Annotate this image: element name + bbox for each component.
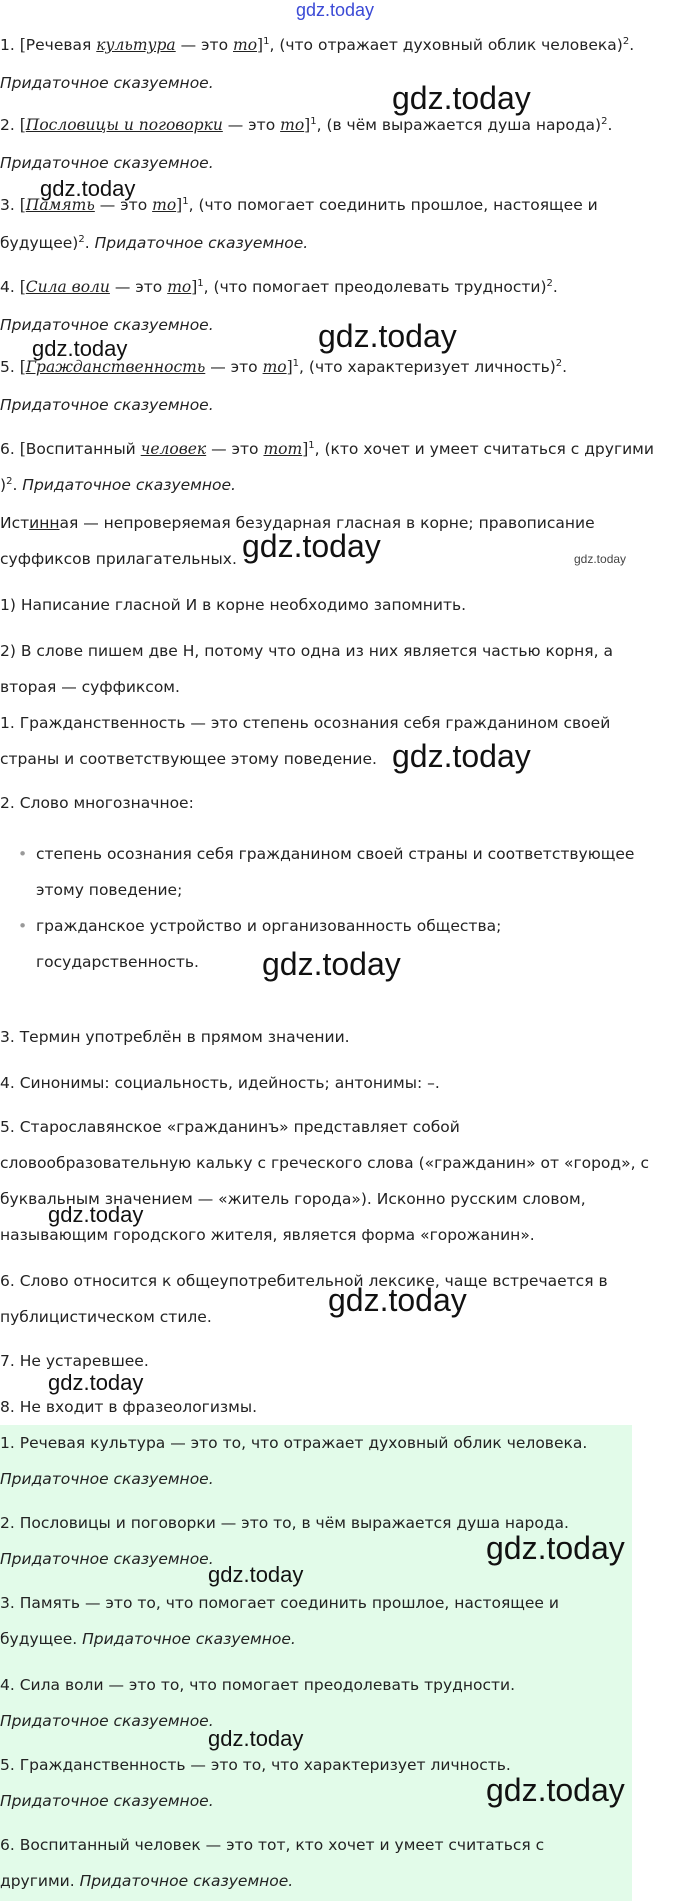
answer-6-cont: другими. Придаточное сказуемное. [0,1872,294,1890]
analysis-1-cont: страны и соответствующее этому поведение. [0,750,377,768]
answer-4: 4. Сила воли — это то, что помогает преодолевать трудности. [0,1676,516,1694]
answer-3: 3. Память — это то, что помогает соединить прошлое, настоящее и [0,1594,559,1612]
watermark: gdz.today [318,318,457,354]
analysis-5-cont: словообразовательную кальку с греческого слова («гражданин» от «город», с [0,1154,649,1172]
analysis-1: 1. Гражданственность — это степень осознания себя гражданином своей [0,714,611,732]
analysis-5-cont: называющим городского жителя, является форма «горожанин». [0,1226,535,1244]
subject: культура [96,36,176,55]
answer-2: 2. Пословицы и поговорки — это то, в чём выражается душа народа. [0,1514,569,1532]
watermark: gdz.today [48,1370,144,1395]
watermark: gdz.today [392,80,531,116]
answer-6: 6. Воспитанный человек — это тот, кто хочет и умеет считаться с [0,1836,545,1854]
analysis-8: 8. Не входит в фразеологизмы. [0,1398,257,1416]
answer-5: 5. Гражданственность — это то, что характеризует личность. [0,1756,511,1774]
watermark: gdz.today [40,176,136,201]
sentence-6-cont: )$^2$. Придаточное сказуемное. [0,476,236,495]
green-answer-box [0,1425,632,1901]
analysis-5-cont: буквальным значением — «житель города»). Исконно русским словом, [0,1190,586,1208]
predicate: то [280,116,305,135]
list-item: • степень осознания себя гражданином своей страны и соответствующее этому поведение; [18,836,634,908]
spelling-rule-2: 2) В слове пишем две Н, потому что одна из них является частью корня, а [0,642,613,660]
watermark: gdz.today [486,1530,625,1566]
list-item: • гражданское устройство и организованность общества; государственность. [18,908,634,980]
sentence-4: 4. [Сила воли — это то]$^1$, (что помогает преодолевать трудности)$^2$. [0,278,558,297]
subject: Гражданственность [25,358,206,377]
watermark: gdz.today [574,552,627,566]
sentence-type: Придаточное сказуемное. [0,74,214,92]
answer-3-cont: будущее. Придаточное сказуемное. [0,1630,296,1648]
analysis-4: 4. Синонимы: социальность, идейность; антонимы: –. [0,1074,440,1092]
subject: Сила воли [25,278,110,297]
analysis-6: 6. Слово относится к общеупотребительной лексике, чаще встречается в [0,1272,608,1290]
sentence-type: Придаточное сказуемное. [0,154,214,172]
sentence-3-cont: будущее)$^2$. Придаточное сказуемное. [0,234,309,253]
watermark: gdz.today [208,1562,304,1587]
answer-1: 1. Речевая культура — это то, что отражает духовный облик человека. [0,1434,588,1452]
watermark: gdz.today [242,528,381,564]
sentence-type: Придаточное сказуемное. [0,1712,214,1730]
watermark: gdz.today [486,1772,625,1808]
watermark: gdz.today [328,1282,467,1318]
subject: Память [25,196,95,215]
watermark: gdz.today [262,946,401,982]
sentence-2: 2. [Пословицы и поговорки — это то]$^1$, (в чём выражается душа народа)$^2$. [0,116,613,135]
analysis-2: 2. Слово многозначное: [0,794,194,812]
site-logo[interactable]: gdz.today [296,0,375,20]
sentence-5: 5. [Гражданственность — это то]$^1$, (что характеризует личность)$^2$. [0,358,568,377]
analysis-7: 7. Не устаревшее. [0,1352,149,1370]
sentence-type: Придаточное сказуемное. [0,316,214,334]
predicate: то [262,358,287,377]
spelling-line-1: Истинная — непроверяемая безударная гласная в корне; правописание [0,514,595,532]
sentence-type: Придаточное сказуемное. [0,1792,214,1810]
watermark: gdz.today [32,336,128,361]
sentence-type: Придаточное сказуемное. [0,1470,214,1488]
subject: человек [140,440,207,459]
sentence-type: Придаточное сказуемное. [0,396,214,414]
spelling-rule-1: 1) Написание гласной И в корне необходимо запомнить. [0,596,467,614]
subject: Пословицы и поговорки [25,116,223,135]
sentence-3: 3. [Память — это то]$^1$, (что помогает соединить прошлое, настоящее и [0,196,598,215]
analysis-5: 5. Старославянское «гражданинъ» представляет собой [0,1118,460,1136]
analysis-6-cont: публицистическом стиле. [0,1308,212,1326]
watermark: gdz.today [392,738,531,774]
orthogram: инн [29,514,60,532]
spelling-rule-2-cont: вторая — суффиксом. [0,678,180,696]
predicate: тот [263,440,303,459]
predicate: то [152,196,177,215]
sentence-1: 1. [Речевая культура — это то]$^1$, (что отражает духовный облик человека)$^2$. [0,36,635,55]
watermark: gdz.today [48,1202,144,1227]
watermark: gdz.today [208,1726,304,1751]
analysis-3: 3. Термин употреблён в прямом значении. [0,1028,350,1046]
sentence-type: Придаточное сказуемное. [0,1550,214,1568]
predicate: то [233,36,258,55]
sentence-6: 6. [Воспитанный человек — это тот]$^1$, (кто хочет и умеет считаться с другими [0,440,654,459]
spelling-line-2: суффиксов прилагательных. [0,550,237,568]
predicate: то [167,278,192,297]
